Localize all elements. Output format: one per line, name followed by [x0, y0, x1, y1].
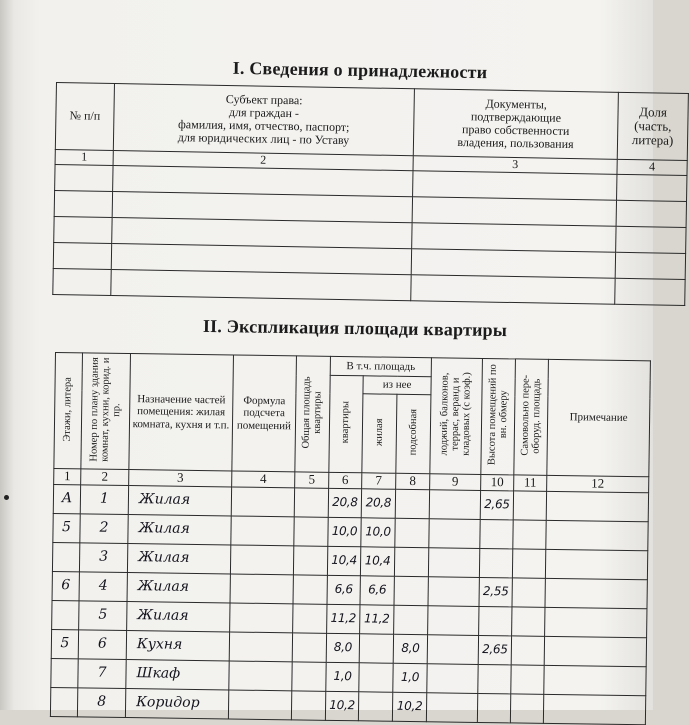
col-number: 10: [481, 474, 514, 490]
cell-unauthorized: [513, 520, 546, 549]
cell-floor: 5: [51, 629, 78, 658]
cell-formula: [230, 545, 293, 575]
header-living: жилая: [373, 418, 386, 446]
cell-room-num: 8: [77, 688, 125, 718]
cell-living: 10,0: [361, 518, 395, 547]
col-number: 6: [329, 472, 362, 488]
cell-room-num: 1: [80, 485, 128, 515]
cell-purpose: Шкаф: [126, 660, 229, 690]
cell-height: [477, 693, 510, 722]
cell-loggias: [428, 577, 479, 607]
cell-aux: [394, 547, 428, 576]
cell-unauthorized: [510, 694, 543, 723]
col-number: 11: [514, 475, 547, 491]
explication-table: [50, 352, 651, 725]
cell-purpose: Жилая: [128, 515, 231, 545]
cell-room-num: 6: [78, 630, 126, 660]
cell-height: [480, 519, 513, 548]
section2-title: II. Экспликация площади квартиры: [202, 315, 508, 341]
header-documents: Документы, подтверждающие право собственности владения, пользования: [413, 89, 618, 160]
col-number: 1: [55, 149, 113, 165]
cell-purpose: Кухня: [126, 631, 229, 661]
cell-note: [544, 636, 646, 666]
cell-formula: [229, 661, 292, 691]
col-number: 3: [129, 470, 232, 487]
header-auxiliary: подсобная: [407, 409, 420, 456]
col-number: 1: [54, 468, 81, 484]
header-apartment: квартиры: [340, 401, 352, 444]
col-number: 4: [617, 159, 687, 175]
cell-living: 11,2: [360, 605, 394, 634]
col-number: 2: [113, 151, 413, 171]
cell-total-area: [293, 546, 327, 575]
cell-total-area: [294, 517, 328, 546]
cell-living: 6,6: [360, 576, 394, 605]
cell-unauthorized: [511, 636, 544, 665]
cell-height: 2,65: [480, 490, 513, 519]
cell-living: [359, 634, 393, 663]
cell-floor: [50, 687, 77, 716]
cell-area: 10,0: [328, 517, 361, 546]
cell-floor: 6: [52, 571, 79, 600]
cell-loggias: [426, 693, 477, 723]
cell-unauthorized: [511, 665, 544, 694]
cell-height: [479, 606, 512, 635]
col-number: 8: [396, 473, 430, 489]
cell-loggias: [429, 519, 480, 549]
cell-note: [545, 607, 647, 637]
header-height: Высота помещений по вн. обмеру: [486, 364, 510, 466]
header-incl-area: В т.ч. площадь: [330, 356, 431, 376]
cell-note: [544, 665, 646, 695]
cell-total-area: [292, 662, 326, 691]
cell-formula: [231, 516, 294, 546]
section1-title: I. Сведения о принадлежности: [232, 57, 488, 83]
header-of-which: из нее: [363, 376, 431, 395]
cell-loggias: [427, 635, 478, 665]
cell-floor: 5: [53, 513, 80, 542]
header-formula: Формула подсчета помещений: [232, 355, 297, 472]
cell-aux: [395, 489, 429, 518]
cell-purpose: Жилая: [127, 573, 230, 603]
cell-total-area: [294, 488, 328, 517]
cell-room-num: 7: [78, 659, 126, 689]
cell-formula: [228, 690, 291, 720]
cell-total-area: [292, 633, 326, 662]
col-number: 3: [413, 156, 617, 175]
cell-room-num: 2: [80, 514, 128, 544]
cell-area: 8,0: [326, 633, 359, 662]
cell-floor: [52, 600, 79, 629]
cell-height: 2,65: [478, 635, 511, 664]
header-room-num: Номер по плану здания комнат, кухни, корид. и пр.: [88, 357, 123, 462]
cell-loggias: [429, 490, 480, 520]
cell-area: 10,4: [327, 546, 360, 575]
cell-living: [358, 692, 392, 721]
cell-living: 20,8: [361, 489, 395, 518]
page-mark: [4, 495, 9, 500]
cell-living: 10,4: [360, 547, 394, 576]
cell-note: [543, 694, 645, 724]
cell-room-num: 4: [79, 572, 127, 602]
cell-purpose: Коридор: [125, 689, 228, 719]
header-note: Примечание: [547, 359, 651, 476]
cell-room-num: 3: [79, 543, 127, 573]
cell-height: [478, 664, 511, 693]
cell-floor: [52, 542, 79, 571]
cell-total-area: [293, 604, 327, 633]
header-unauthorized: Самовольно пере- оборуд. площадь: [519, 375, 543, 456]
cell-aux: 8,0: [393, 634, 427, 663]
cell-formula: [230, 603, 293, 633]
cell-purpose: Жилая: [127, 544, 230, 574]
cell-formula: [230, 574, 293, 604]
header-share: Доля (часть, литера): [617, 92, 688, 160]
cell-total-area: [291, 691, 325, 720]
cell-aux: [394, 605, 428, 634]
cell-floor: А: [53, 484, 80, 513]
cell-purpose: Жилая: [127, 602, 230, 632]
header-floor: Этажи, литера: [62, 376, 75, 442]
cell-area: 6,6: [327, 575, 360, 604]
cell-total-area: [293, 575, 327, 604]
header-total-area: Общая площадь квартиры: [301, 376, 324, 449]
cell-area: 10,2: [325, 691, 358, 720]
header-num: № п/п: [55, 83, 114, 151]
ownership-table: [52, 82, 689, 306]
header-subject: Субъект права: для граждан - фамилия, имя, отчество, паспорт; для юридических лиц - по Уставу: [113, 84, 414, 156]
cell-unauthorized: [512, 607, 545, 636]
cell-unauthorized: [512, 549, 545, 578]
cell-formula: [231, 487, 294, 517]
col-number: 9: [430, 474, 481, 491]
col-number: 2: [81, 469, 129, 486]
cell-aux: [394, 576, 428, 605]
col-number: 12: [547, 475, 649, 492]
cell-purpose: Жилая: [128, 486, 231, 516]
cell-aux: 1,0: [393, 663, 427, 692]
cell-unauthorized: [513, 491, 546, 520]
cell-area: 20,8: [328, 488, 361, 517]
cell-height: [479, 548, 512, 577]
col-number: 7: [362, 473, 396, 489]
header-loggias: лоджий, балконов, террас, веранд и кладовых (с коэф.): [439, 372, 474, 457]
cell-floor: [51, 658, 78, 687]
cell-unauthorized: [512, 578, 545, 607]
cell-formula: [229, 632, 292, 662]
cell-note: [546, 520, 648, 550]
cell-note: [545, 549, 647, 579]
cell-area: 11,2: [327, 604, 360, 633]
col-number: 5: [295, 472, 329, 488]
col-number: 4: [232, 471, 295, 488]
cell-aux: [395, 518, 429, 547]
cell-height: 2,55: [479, 577, 512, 606]
cell-area: 1,0: [326, 662, 359, 691]
cell-living: [359, 663, 393, 692]
cell-loggias: [428, 548, 479, 578]
cell-note: [545, 578, 647, 608]
cell-loggias: [428, 606, 479, 636]
cell-aux: 10,2: [392, 692, 426, 721]
cell-room-num: 5: [79, 601, 127, 631]
cell-note: [546, 491, 648, 521]
header-purpose: Назначение частей помещения: жилая комната, кухня и т.п.: [129, 354, 234, 471]
cell-loggias: [427, 664, 478, 694]
